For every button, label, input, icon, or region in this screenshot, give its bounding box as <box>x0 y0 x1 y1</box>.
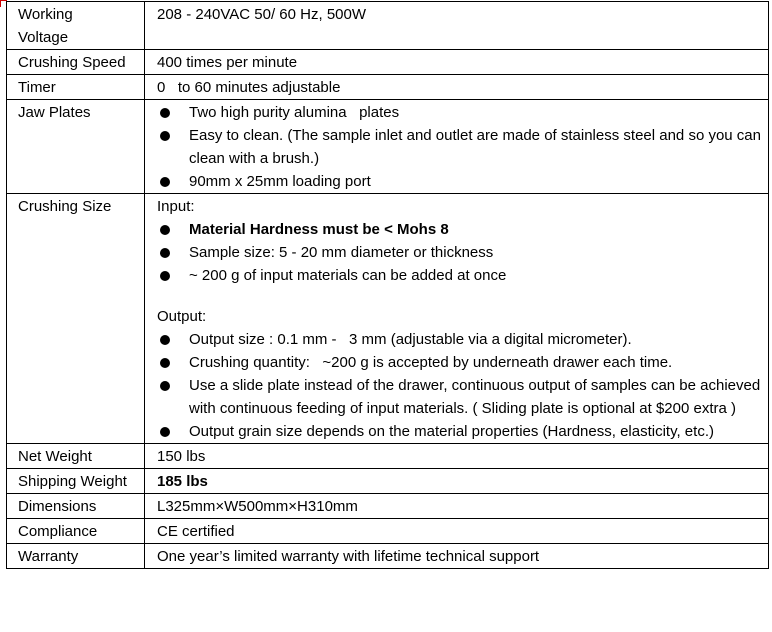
jaw-plates-list <box>157 101 768 193</box>
output-heading: Output: <box>157 308 207 325</box>
table-row <box>7 469 769 494</box>
label-jaw-plates: Jaw Plates <box>7 100 145 194</box>
list-item: Material Hardness must be < Mohs 8 <box>157 218 768 241</box>
value-shipping-weight: 185 lbs <box>145 469 769 494</box>
table-row <box>7 100 769 194</box>
input-heading: Input: <box>157 198 195 215</box>
label-working-voltage <box>7 2 145 50</box>
spec-table <box>6 1 769 569</box>
list-item: Sample size: 5 - 20 mm diameter or thickness <box>157 241 768 264</box>
label-compliance: Compliance <box>7 519 145 544</box>
list-item: Easy to clean. (The sample inlet and outlet are made of stainless steel and so you can clean with a brush.) <box>157 124 768 170</box>
input-list <box>157 218 768 287</box>
label-timer: Timer <box>7 75 145 100</box>
table-row <box>7 50 769 75</box>
label-crushing-size: Crushing Size <box>7 194 145 444</box>
value-crushing-speed: 400 times per minute <box>145 50 769 75</box>
table-row <box>7 75 769 100</box>
value-working-voltage: 208 - 240VAC 50/ 60 Hz, 500W <box>145 2 769 50</box>
value-dimensions: L325mm×W500mm×H310mm <box>145 494 769 519</box>
table-row <box>7 519 769 544</box>
list-item: ~ 200 g of input materials can be added at once <box>157 264 768 287</box>
table-row <box>7 2 769 50</box>
list-item: Crushing quantity: ~200 g is accepted by underneath drawer each time. <box>157 351 768 374</box>
list-item: Output grain size depends on the material properties (Hardness, elasticity, etc.) <box>157 420 768 443</box>
label-dimensions: Dimensions <box>7 494 145 519</box>
table-row <box>7 194 769 444</box>
label-crushing-speed: Crushing Speed <box>7 50 145 75</box>
value-warranty: One year’s limited warranty with lifetime technical support <box>145 544 769 569</box>
label-shipping-weight: Shipping Weight <box>7 469 145 494</box>
output-list <box>157 328 768 443</box>
label-text: Working Voltage <box>18 6 73 46</box>
list-item: 90mm x 25mm loading port <box>157 170 768 193</box>
label-warranty: Warranty <box>7 544 145 569</box>
label-net-weight: Net Weight <box>7 444 145 469</box>
table-row <box>7 544 769 569</box>
table-row <box>7 494 769 519</box>
list-item: Output size : 0.1 mm - 3 mm (adjustable via a digital micrometer). <box>157 328 768 351</box>
value-compliance: CE certified <box>145 519 769 544</box>
value-crushing-size <box>145 194 769 444</box>
list-item: Use a slide plate instead of the drawer, continuous output of samples can be achieved with continuous feeding of input materials. ( Sliding plate is optional at $200 extra ) <box>157 374 768 420</box>
value-timer: 0 to 60 minutes adjustable <box>145 75 769 100</box>
value-net-weight: 150 lbs <box>145 444 769 469</box>
list-item: Two high purity alumina plates <box>157 101 768 124</box>
value-jaw-plates <box>145 100 769 194</box>
spacer <box>157 287 768 305</box>
table-row <box>7 444 769 469</box>
